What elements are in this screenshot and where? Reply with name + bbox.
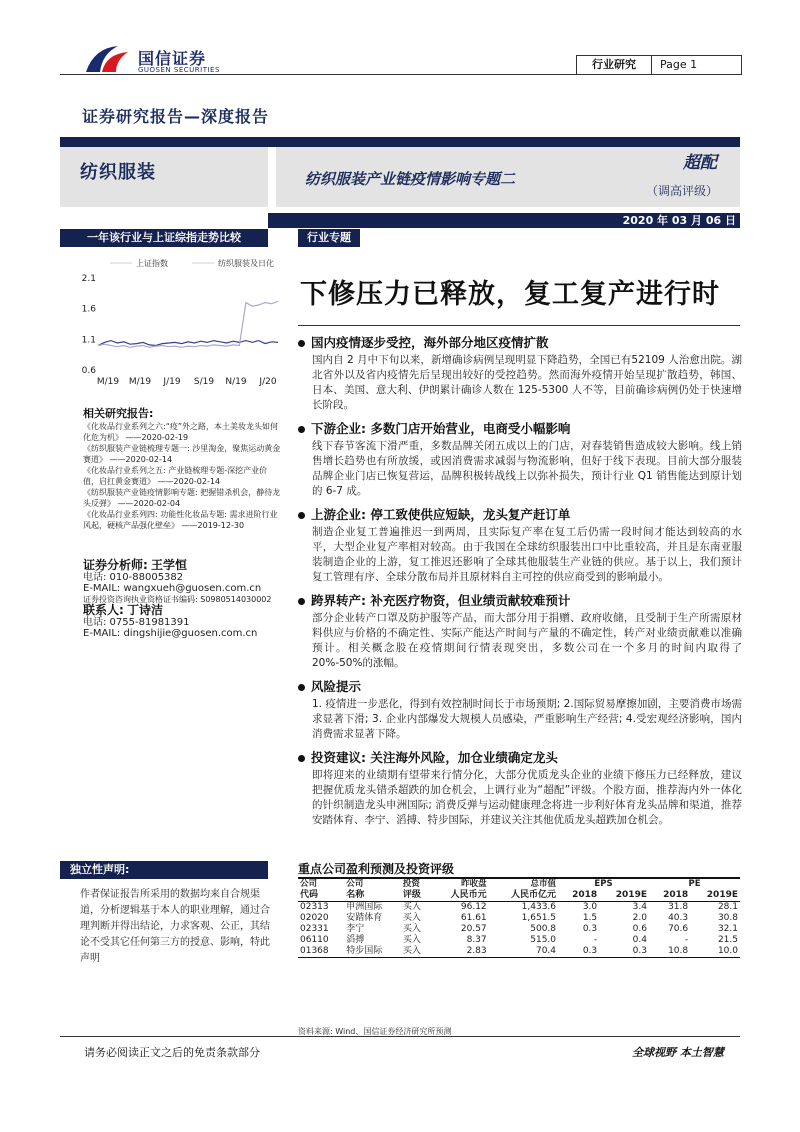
section-body: 线下春节客流下滑严重，多数品牌关闭五成以上的门店，对春装销售造成较大影响。线上销售增长趋势也有所放缓，或因消费需求减弱与物流影响，但好于线下表现。目前大部分服装品牌企业门店已恢复营运，品牌积极转战线上以弥补损失，预计行业 Q1 销售能达到原计划的 6-7 成。 — [312, 440, 742, 497]
analyst-phone: 电话: 010-88005382 — [83, 572, 184, 583]
x-tick-label: M/19 — [96, 377, 120, 387]
footer-slogan: 全球视野 本土智慧 — [632, 1046, 724, 1059]
section — [298, 419, 742, 499]
related-item: 《化妆品行业系列之五: 产业链梳理专题-深挖产业价值，启扛黄金赛道》 ——2020-02-14 — [83, 466, 268, 486]
related-reports — [83, 408, 283, 531]
header-divider — [60, 74, 740, 75]
section — [298, 591, 742, 671]
table-header: 2019E — [599, 890, 649, 902]
section — [298, 677, 742, 742]
section-heading: 跨界转产: 补充医疗物资，但业绩贡献较难预计 — [311, 593, 571, 608]
main-title: 下修压力已释放，复工复产进行时 — [300, 279, 720, 310]
section-body: 部分企业转产口罩及防护服等产品，而大部分用于捐赠、政府收储，且受制于生产所需原材料供应与价格的不确定性、实际产能达产时间与产量的不确定性，转产对业绩贡献难以准确预计。相关概念股在疫情期间行情表现突出，多数公司在一个多月的时间内取得了 20%-50%的涨幅。 — [312, 612, 742, 669]
table-row: 01368 特步国际 买入 2.83 70.4 0.3 0.3 10.8 10.0 — [300, 946, 738, 956]
related-item: 《化妆品行业系列之六:“疫”外之路，本土美妆龙头如何化危为机》 ——2020-02-19 — [83, 422, 278, 442]
title-divider — [298, 325, 740, 326]
table-title: 重点公司盈利预测及投资评级 — [298, 862, 455, 876]
independence-statement: 作者保证报告所采用的数据均来自合规渠道，分析逻辑基于本人的职业理解，通过合理判断并得出结论，力求客观、公正，其结论不受其它任何第三方的授意、影响，特此声明 — [80, 889, 270, 964]
page-number: Page 1 — [660, 58, 698, 71]
report-date: 2020 年 03 月 06 日 — [268, 213, 740, 228]
related-title: 相关研究报告: — [83, 407, 154, 420]
legend-label: 纺织服装及日化 — [218, 259, 274, 268]
table-header: 2019E — [690, 890, 740, 902]
table-row: 02331 李宁 买入 20.57 500.8 0.3 0.6 70.6 32.1 — [300, 924, 738, 934]
y-tick-label: 0.6 — [81, 366, 96, 376]
rating: 超配 — [683, 153, 717, 173]
header-category: 行业研究 — [577, 56, 652, 74]
bullet-icon — [298, 340, 305, 347]
table-row: 06110 滔搏 买入 8.37 515.0 - 0.4 - 21.5 — [300, 935, 738, 945]
bullet-icon — [298, 684, 305, 691]
table-header: 2018 — [649, 890, 690, 902]
table-header: 公司 — [346, 879, 364, 889]
table-header: 人民币亿元 — [489, 890, 558, 902]
y-tick-label: 1.6 — [81, 304, 96, 315]
section-heading: 上游企业: 停工致使供应短缺，龙头复产赶订单 — [311, 507, 571, 522]
title-band-top — [60, 137, 740, 147]
section — [298, 505, 742, 585]
summary-sections — [298, 333, 742, 834]
topic-tag: 行业专题 — [298, 229, 360, 247]
section-heading: 风险提示 — [311, 679, 362, 694]
x-tick-label: J/20 — [259, 377, 277, 387]
report-subtitle: 纺织服装产业链疫情影响专题二 — [305, 170, 516, 188]
section-heading: 国内疫情逐步受控，海外部分地区疫情扩散 — [311, 335, 549, 350]
series-line — [98, 301, 278, 347]
table-header: 人民币元 — [432, 890, 489, 902]
analyst-cert: 证券投资咨询执业资格证书编码: S0980514030002 — [83, 595, 272, 604]
section — [298, 333, 742, 413]
independence-heading: 独立性声明: — [60, 861, 268, 879]
table-header: 昨收盘 — [461, 879, 487, 889]
logo-text: 国信证券 — [138, 49, 207, 68]
section-body: 1. 疫情进一步恶化，得到有效控制时间长于市场预期; 2.国际贸易摩擦加剧，主要消费市场需求显著下滑; 3. 企业内部爆发大规模人员感染，严重影响生产经营; 4.受宏观经济影响，国内消费需求显著下降。 — [312, 698, 742, 740]
series-line — [98, 341, 278, 346]
section-heading: 下游企业: 多数门店开始营业，电商受小幅影响 — [311, 421, 571, 436]
analyst-block — [83, 560, 283, 639]
section-body: 即将迎来的业绩期有望带来行情分化，大部分优质龙头企业的业绩下修压力已经释放，建议把握优质龙头错杀超跌的加仓机会，上调行业为“超配”评级。个股方面，推荐海内外一体化的针织制造龙头申洲国际; 消费反弹与运动健康理念将进一步利好体育龙头品牌和渠道，推荐安踏体育、李宁、滔搏、特步国际，并建议关注其他优质龙头超跌加仓机会。 — [312, 769, 742, 826]
forecast-table — [298, 877, 740, 958]
guosen-logo-icon — [84, 42, 132, 76]
table-header: 2018 — [558, 890, 599, 902]
related-item: 《纺织服装产业链梳理专题一: 沙里淘金，聚焦运动黄金赛道》 ——2020-02-14 — [83, 444, 281, 464]
table-header: 公司 — [300, 879, 318, 889]
related-item: 《化妆品行业系列四: 功能性化妆品专题: 需求进阶行业风起，硬核产品强化壁垒》 ——2019-12-30 — [83, 510, 278, 530]
logo-subtext: GUOSEN SECURITIES — [138, 66, 220, 74]
trend-chart — [60, 250, 280, 395]
analyst-label: 证券分析师: — [83, 558, 148, 572]
contact-phone: 电话: 0755-81981391 — [83, 617, 190, 628]
contact-email: E-MAIL: dingshijie@guosen.com.cn — [83, 628, 258, 639]
header-box — [576, 55, 742, 75]
table-row: 02313 申洲国际 买入 96.12 1,433.6 3.0 3.4 31.8 28.1 — [300, 902, 738, 912]
table-header: 代码 — [298, 890, 344, 902]
contact-name: 丁诗洁 — [127, 603, 164, 617]
x-tick-label: M/19 — [128, 377, 152, 387]
chart-heading: 一年该行业与上证综指走势比较 — [60, 229, 268, 247]
y-tick-label: 1.1 — [81, 335, 96, 346]
table-group-header: PE — [688, 879, 701, 889]
bullet-icon — [298, 512, 305, 519]
industry-name: 纺织服装 — [80, 162, 156, 183]
rating-change: （调高评级） — [646, 184, 719, 198]
section — [298, 748, 742, 828]
report-type: 证券研究报告—深度报告 — [82, 107, 270, 126]
bullet-icon — [298, 426, 305, 433]
x-tick-label: J/19 — [163, 377, 181, 387]
legend-label: 上证指数 — [136, 259, 168, 268]
y-tick-label: 2.1 — [81, 274, 96, 284]
table-row: 02020 安踏体育 买入 61.61 1,651.5 1.5 2.0 40.3 30.8 — [300, 913, 738, 923]
table-header: 投资 — [402, 879, 420, 889]
x-tick-label: N/19 — [225, 377, 247, 387]
related-item: 《纺织服装产业链疫情影响专题: 把握错杀机会，静待龙头反弹》 ——2020-02-04 — [83, 488, 281, 508]
bullet-icon — [298, 598, 305, 605]
x-tick-label: S/19 — [193, 377, 215, 387]
section-body: 制造企业复工普遍推迟一到两周，且实际复产率在复工后仍需一段时间才能达到较高的水平，大型企业复产率相对较高。由于我国在全球纺织服装出口中比重较高，并且是东南亚服装制造企业的上游，复工推迟还影响了全球其他服装生产业链的供应。基于以上，我们预计复工管理有序、全球分散布局并且原材料自主可控的供应商受到的影响最小。 — [312, 526, 742, 583]
bullet-icon — [298, 755, 305, 762]
disclaimer-note: 请务必阅读正文之后的免责条款部分 — [84, 1046, 260, 1059]
table-group-header: EPS — [594, 879, 613, 889]
contact-label: 联系人: — [83, 603, 124, 617]
analyst-name: 王学恒 — [151, 558, 188, 572]
table-header: 名称 — [344, 890, 401, 902]
analyst-email: E-MAIL: wangxueh@guosen.com.cn — [83, 583, 262, 594]
section-heading: 投资建议: 关注海外风险，加仓业绩确定龙头 — [311, 750, 558, 765]
table-header: 总市值 — [530, 879, 557, 889]
section-body: 国内自 2 月中下旬以来，新增确诊病例呈现明显下降趋势，全国已有52109 人治愈出院。湖北省外以及省内疫情先后呈现出较好的受控趋势。然而海外疫情开始呈现扩散趋势，韩国、日本、美国、意大利、伊朗累计确诊人数在 125-5300 人不等，目前确诊病例仍处于快速增长阶段。 — [312, 354, 742, 411]
footer-divider — [60, 1036, 740, 1037]
table-source: 资料来源: Wind、国信证券经济研究所预测 — [298, 1027, 452, 1036]
table-header: 评级 — [401, 890, 432, 902]
